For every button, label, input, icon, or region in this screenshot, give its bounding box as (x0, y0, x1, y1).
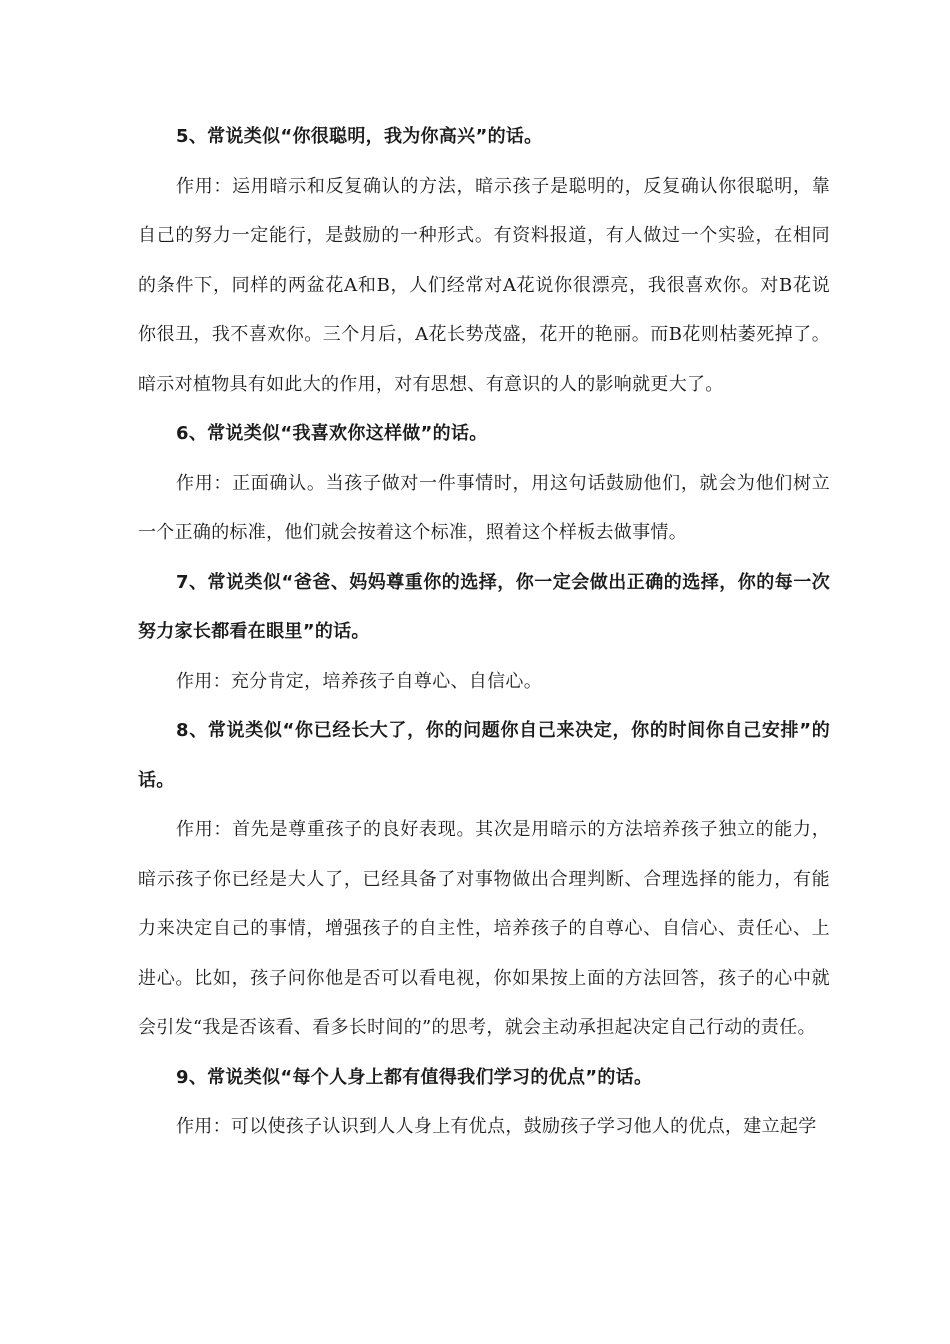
section-9-body: 作用：可以使孩子认识到人人身上有优点，鼓励孩子学习他人的优点，建立起学 (176, 1116, 817, 1137)
section-8-body: 作用：首先是尊重孩子的良好表现。其次是用暗示的方法培养孩子独立的能力，暗示孩子你已经是大人了，已经具备了对事物做出合理判断、合理选择的能力，有能力来决定自己的事情，增强孩子的自主性，培养孩子的自尊心、自信心、责任心、上进心。比如，孩子问你他是否可以看电视，你如果按上面的方法回答，孩子的心中就会引发“我是否该看、看多长时间的”的思考，就会主动承担起决定自己行动的责任。 (138, 819, 830, 1038)
section-6-heading: 6、常说类似“我喜欢你这样做”的话。 (176, 423, 488, 444)
document-page (138, 112, 830, 1152)
section-8-heading: 8、常说类似“你已经长大了，你的问题你自己来决定，你的时间你自己安排”的话。 (138, 720, 830, 791)
section-5-body: 作用：运用暗示和反复确认的方法，暗示孩子是聪明的，反复确认你很聪明，靠自己的努力一定能行，是鼓励的一种形式。有资料报道，有人做过一个实验，在相同的条件下，同样的两盆花A和B，人们经常对A花说你很漂亮，我很喜欢你。对B花说你很丑，我不喜欢你。三个月后，A花长势茂盛，花开的艳丽。而B花则枯萎死掉了。暗示对植物具有如此大的作用，对有思想、有意识的人的影响就更大了。 (138, 175, 830, 395)
section-5-heading: 5、常说类似“你很聪明，我为你高兴”的话。 (176, 126, 543, 147)
section-7-body: 作用：充分肯定，培养孩子自尊心、自信心。 (176, 670, 542, 692)
section-9-heading: 9、常说类似“每个人身上都有值得我们学习的优点”的话。 (176, 1066, 653, 1088)
section-6-body: 作用：正面确认。当孩子做对一件事情时，用这句话鼓励他们，就会为他们树立一个正确的标准，他们就会按着这个标准，照着这个样板去做事情。 (138, 472, 830, 543)
section-7-heading: 7、常说类似“爸爸、妈妈尊重你的选择，你一定会做出正确的选择，你的每一次努力家长都看在眼里”的话。 (138, 571, 830, 642)
